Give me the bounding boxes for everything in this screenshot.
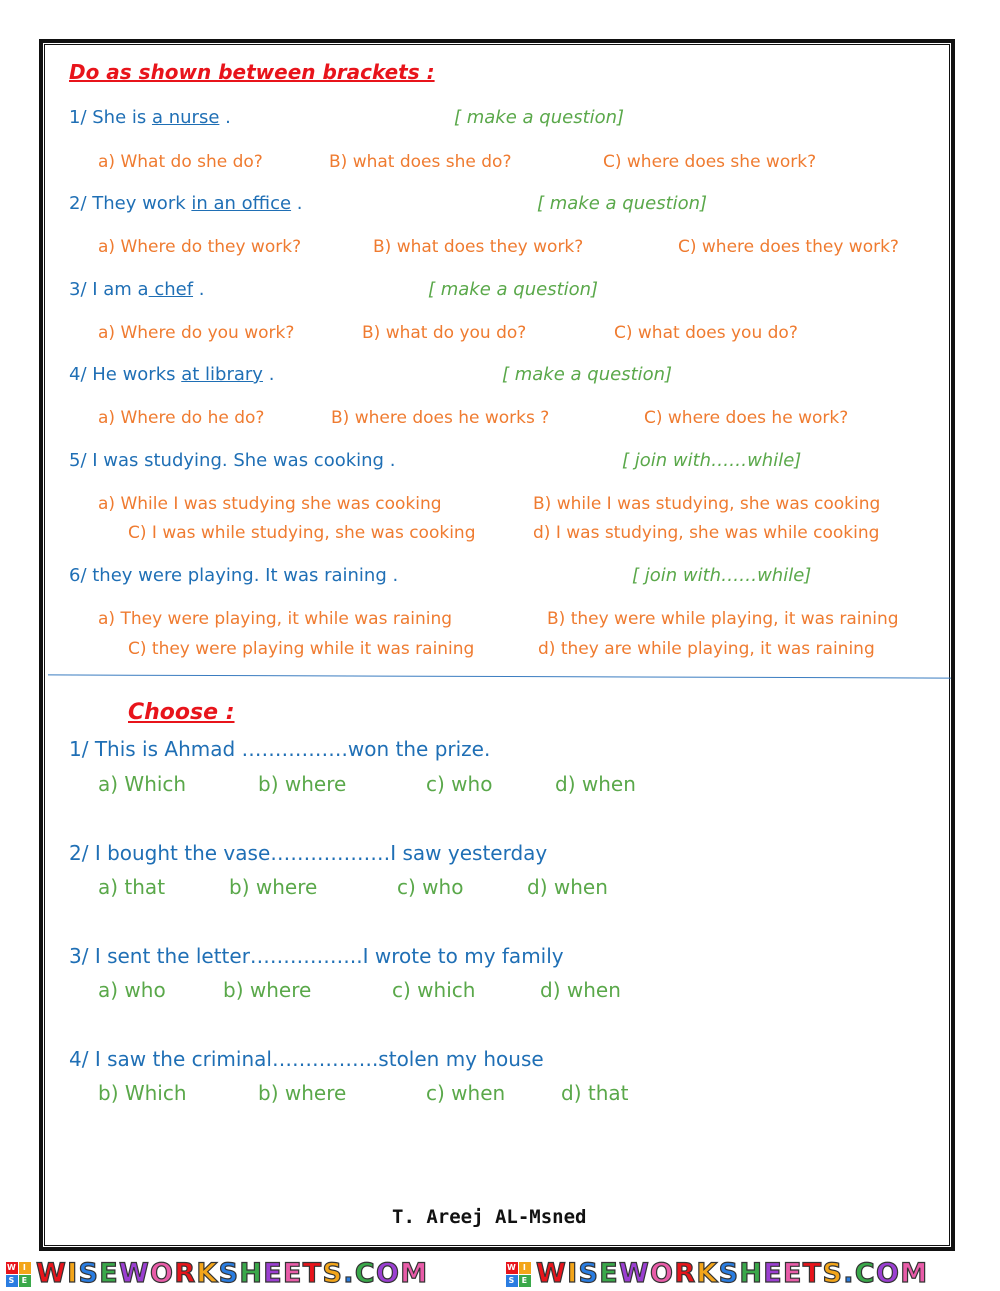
question-text-end: . — [291, 193, 303, 214]
question-text: 3/ I am a — [69, 279, 149, 300]
s1-q1-option-b[interactable]: B) what does she do? — [329, 152, 512, 172]
question-underlined: at library — [181, 364, 263, 385]
s1-q1-option-a[interactable]: a) What do she do? — [98, 152, 263, 172]
s2-q2-option-d[interactable]: d) when — [527, 875, 608, 899]
wiseworksheets-logo — [6, 1258, 428, 1289]
s2-q1-option-c[interactable]: c) who — [426, 772, 493, 796]
s1-question-3 — [69, 279, 204, 300]
s1-q5-option-b[interactable]: B) while I was studying, she was cooking — [533, 494, 881, 514]
question-text-end: . — [219, 107, 231, 128]
s2-q1-option-d[interactable]: d) when — [555, 772, 636, 796]
section2-heading: Choose : — [128, 700, 235, 725]
s2-q3-option-d[interactable]: d) when — [540, 978, 621, 1002]
s2-question-4: 4/ I saw the criminal…………….stolen my house — [69, 1047, 544, 1071]
s1-instruction-6: [ join with……while] — [632, 565, 812, 586]
s1-q3-option-a[interactable]: a) Where do you work? — [98, 323, 295, 343]
logo-text: WISEWORKSHEETS.COM — [36, 1258, 429, 1289]
question-text: 1/ She is — [69, 107, 152, 128]
s2-q3-option-c[interactable]: c) which — [392, 978, 476, 1002]
s1-question-5: 5/ I was studying. She was cooking . — [69, 450, 396, 471]
logo-badge-icon: W I S E — [506, 1262, 532, 1288]
s1-instruction-2: [ make a question] — [537, 193, 708, 214]
s2-q3-option-a[interactable]: a) who — [98, 978, 166, 1002]
s1-q4-option-c[interactable]: C) where does he work? — [644, 408, 849, 428]
s1-q4-option-a[interactable]: a) Where do he do? — [98, 408, 265, 428]
s1-q5-option-c[interactable]: C) I was while studying, she was cooking — [128, 523, 476, 543]
s1-q2-option-c[interactable]: C) where does they work? — [678, 237, 899, 257]
s1-q6-option-a[interactable]: a) They were playing, it while was raining — [98, 609, 453, 629]
s1-q6-option-c[interactable]: C) they were playing while it was raining — [128, 639, 475, 659]
s2-question-1: 1/ This is Ahmad …………….won the prize. — [69, 737, 491, 761]
s2-q4-option-c[interactable]: c) when — [426, 1081, 506, 1105]
question-underlined: in an office — [191, 193, 292, 214]
s2-q1-option-a[interactable]: a) Which — [98, 772, 187, 796]
s1-q2-option-a[interactable]: a) Where do they work? — [98, 237, 302, 257]
s1-instruction-3: [ make a question] — [428, 279, 599, 300]
s2-q4-option-d[interactable]: d) that — [561, 1081, 629, 1105]
s1-q2-option-b[interactable]: B) what does they work? — [373, 237, 584, 257]
wiseworksheets-logo-2 — [506, 1258, 928, 1289]
s1-q3-option-c[interactable]: C) what does you do? — [614, 323, 798, 343]
question-text-end: . — [193, 279, 205, 300]
s2-q2-option-b[interactable]: b) where — [229, 875, 318, 899]
s1-question-1 — [69, 107, 231, 128]
s1-question-2 — [69, 193, 303, 214]
s1-question-6: 6/ they were playing. It was raining . — [69, 565, 399, 586]
question-text: 4/ He works — [69, 364, 182, 385]
logo-badge-icon: W I S E — [6, 1262, 32, 1288]
s1-q5-option-a[interactable]: a) While I was studying she was cooking — [98, 494, 442, 514]
s2-q2-option-c[interactable]: c) who — [397, 875, 464, 899]
s2-question-3: 3/ I sent the letter……………..I wrote to my family — [69, 944, 564, 968]
section1-heading: Do as shown between brackets : — [69, 60, 435, 84]
s1-q1-option-c[interactable]: C) where does she work? — [603, 152, 817, 172]
author-signature: T. Areej AL-Msned — [392, 1206, 587, 1228]
question-text-end: . — [262, 364, 275, 385]
s1-q6-option-d[interactable]: d) they are while playing, it was raining — [538, 639, 875, 659]
s1-instruction-4: [ make a question] — [502, 364, 673, 385]
s1-question-4 — [69, 364, 274, 385]
s1-instruction-1: [ make a question] — [454, 107, 625, 128]
s2-q2-option-a[interactable]: a) that — [98, 875, 166, 899]
s2-q4-option-b[interactable]: b) where — [258, 1081, 347, 1105]
question-text: 2/ They work — [69, 193, 192, 214]
question-underlined: chef — [148, 279, 194, 300]
s2-q3-option-b[interactable]: b) where — [223, 978, 312, 1002]
s1-q3-option-b[interactable]: B) what do you do? — [362, 323, 527, 343]
s2-q1-option-b[interactable]: b) where — [258, 772, 347, 796]
s1-q6-option-b[interactable]: B) they were while playing, it was raining — [547, 609, 899, 629]
s1-q5-option-d[interactable]: d) I was studying, she was while cooking — [533, 523, 880, 543]
logo-text: WISEWORKSHEETS.COM — [536, 1258, 929, 1289]
s2-question-2: 2/ I bought the vase………………I saw yesterday — [69, 841, 548, 865]
s1-q4-option-b[interactable]: B) where does he works ? — [331, 408, 550, 428]
question-underlined: a nurse — [151, 107, 220, 128]
s2-q4-option-a[interactable]: b) Which — [98, 1081, 187, 1105]
wiseworksheets-banner — [0, 1258, 1000, 1291]
s1-instruction-5: [ join with……while] — [622, 450, 802, 471]
